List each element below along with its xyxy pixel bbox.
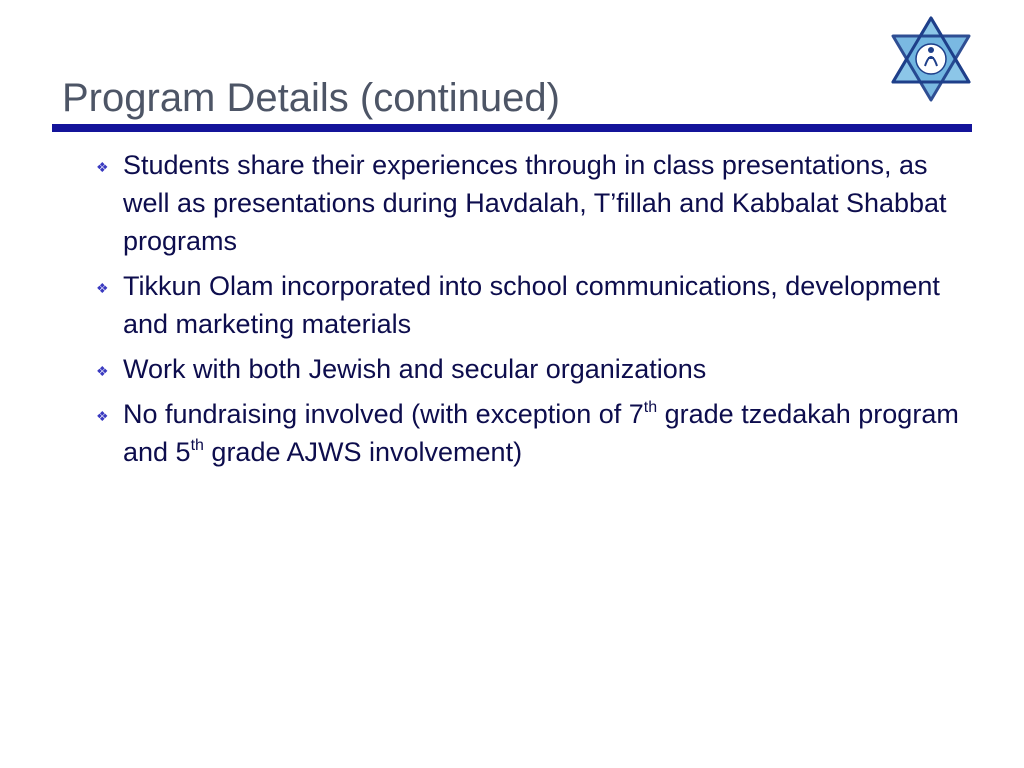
diamond-bullet-icon: ❖ — [96, 159, 109, 175]
bullet-text-part: No fundraising involved (with exception of 7 — [123, 399, 644, 429]
bullet-text: Work with both Jewish and secular organizations — [123, 354, 707, 384]
bullet-list — [96, 146, 976, 478]
logo — [888, 14, 974, 104]
list-item — [96, 395, 976, 471]
bullet-text-part: grade tzedakah program and 5 — [123, 399, 959, 467]
bullet-text — [123, 399, 959, 467]
bullet-text: Students share their experiences through in class presentations, as well as presentations during Havdalah, T’fillah and Kabbalat Shabbat programs — [123, 150, 947, 256]
list-item — [96, 146, 976, 260]
slide-title: Program Details (continued) — [62, 76, 560, 120]
bullet-text: Tikkun Olam incorporated into school communications, development and marketing materials — [123, 271, 940, 339]
list-item — [96, 267, 976, 343]
diamond-bullet-icon: ❖ — [96, 363, 109, 379]
title-divider — [52, 124, 972, 132]
superscript: th — [190, 437, 204, 454]
diamond-bullet-icon: ❖ — [96, 280, 109, 296]
diamond-bullet-icon: ❖ — [96, 408, 109, 424]
star-of-david-icon — [888, 14, 974, 104]
list-item — [96, 350, 976, 388]
superscript: th — [643, 399, 658, 416]
bullet-text-part: grade AJWS involvement) — [203, 437, 523, 467]
